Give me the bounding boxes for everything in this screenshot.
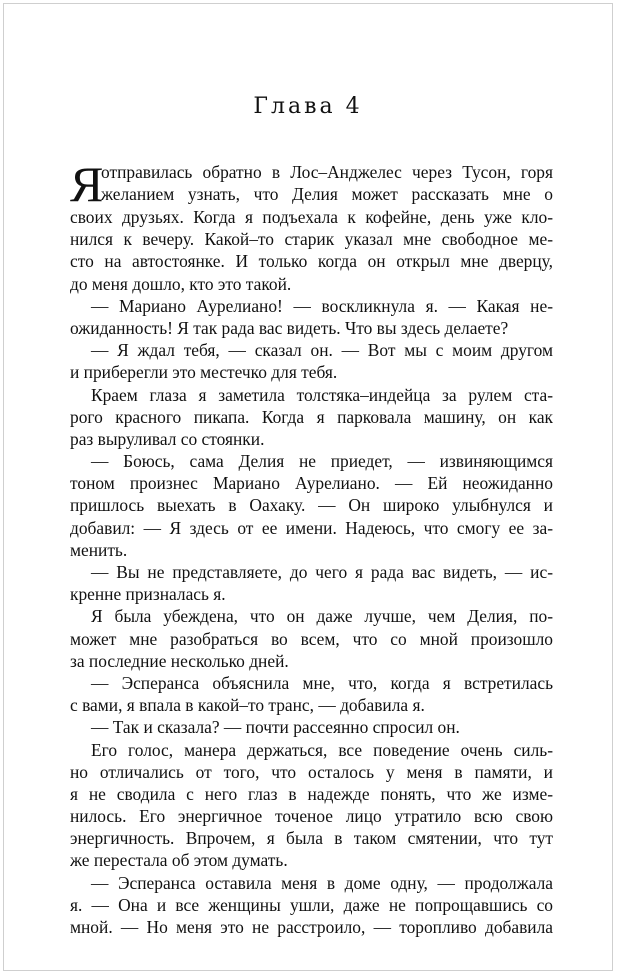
text-line: — Мариано Аурелиано! — воскликнула я. — Какая не- [91, 295, 553, 316]
text-line: — Я ждал тебя, — сказал он. — Вот мы с моим другом [91, 340, 553, 361]
drop-cap-lines [101, 161, 553, 206]
text-line: но отличались от того, что осталось у меня в памяти, и [70, 761, 553, 782]
text-line: желанием узнать, что Делия может рассказать мне о [101, 184, 553, 205]
book-page [3, 3, 613, 971]
text-line: нилось. Его энергичное точеное лицо утратило всю свою [70, 806, 553, 827]
text-line: я не сводила с него глаз в надежде понять, что же изме- [70, 783, 553, 804]
text-line: Краем глаза я заметила толстяка–индейца за рулем ста- [91, 384, 553, 405]
text-line: своих друзьях. Когда я подъехала к кофейне, день уже кло- [70, 207, 553, 227]
text-line: же перестала об этом думать. [70, 850, 288, 871]
text-line: — Боюсь, сама Делия не приедет, — извиняющимся [91, 451, 553, 472]
text-line: рого красного пикапа. Когда я парковала машину, он как [70, 406, 553, 427]
text-line: добавил: — Я здесь от ее имени. Надеюсь, что смогу ее за- [70, 517, 553, 538]
first-paragraph-opening [70, 156, 553, 212]
text-line: кренне призналась я. [70, 584, 226, 605]
text-line: Я была убеждена, что он даже лучше, чем Делия, по- [91, 606, 553, 627]
body-text [70, 156, 553, 938]
text-lines [70, 206, 553, 938]
text-line: отправилась обратно в Лос–Анджелес через Тусон, горя [101, 162, 553, 182]
chapter-title: Глава 4 [253, 94, 363, 119]
text-line: и приберегли это местечко для тебя. [70, 362, 338, 383]
text-line: до меня дошло, кто это такой. [70, 273, 292, 294]
text-line: тоном произнес Мариано Аурелиано. — Ей неожиданно [70, 473, 553, 494]
text-line: пришлось выехать в Оахаку. — Он широко улыбнулся и [70, 495, 553, 516]
text-line: ожиданность! Я так рада вас видеть. Что вы здесь делаете? [70, 317, 509, 338]
text-line: Его голос, манера держаться, все поведение очень силь- [91, 739, 553, 760]
text-line: за последние несколько дней. [70, 650, 289, 671]
text-line: раз выруливал со стоянки. [70, 428, 265, 449]
text-line: сто на автостоянке. И только когда он открыл мне дверцу, [70, 251, 553, 272]
text-line: нился к вечеру. Какой–то старик указал мне свободное ме- [70, 229, 553, 250]
text-line: я. — Она и все женщины ушли, даже не попрощавшись со [70, 894, 553, 915]
drop-cap: Я [70, 156, 104, 212]
text-line: мной. — Но меня это не расстроило, — торопливо добавила [70, 917, 553, 937]
text-line: — Эсперанса оставила меня в доме одну, — продолжала [91, 872, 553, 893]
text-line: — Эсперанса объяснила мне, что, когда я встретилась [91, 672, 553, 693]
text-line: может мне разобраться во всем, что со мной произошло [70, 628, 553, 649]
text-line: — Вы не представляете, до чего я рада вас видеть, — ис- [91, 562, 553, 582]
text-line: с вами, я впала в какой–то транс, — добавила я. [70, 695, 425, 716]
text-line: — Так и сказала? — почти рассеянно спросил он. [91, 717, 460, 738]
text-line: энергичность. Впрочем, я была в таком смятении, что тут [70, 828, 553, 849]
text-line: менить. [70, 539, 128, 560]
